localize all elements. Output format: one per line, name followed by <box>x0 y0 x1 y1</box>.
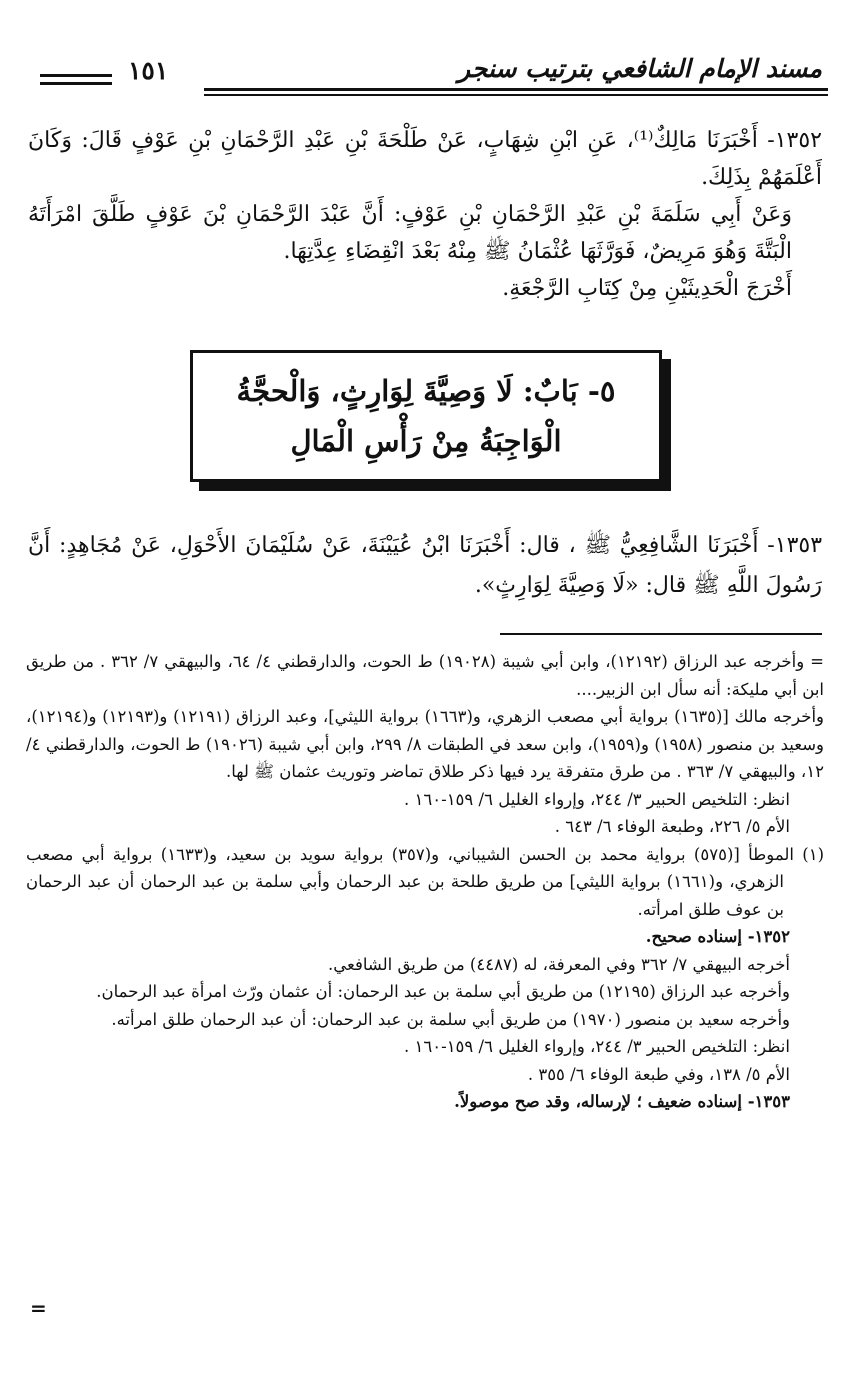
book-title: مسند الإمام الشافعي بترتيب سنجر <box>458 54 822 83</box>
hadith-1352-source: أَخْرَجَ الْحَدِيثَيْنِ مِنْ كِتَابِ الرَّجْعَةِ. <box>502 276 792 301</box>
chapter-heading-line-2: الْوَاجِبَةُ مِنْ رَأْسِ الْمَالِ <box>290 424 562 458</box>
footnote-see: انظر: التلخيص الحبير ٣/ ٢٤٤، وإرواء الغليل ٦/ ١٥٩-١٦٠ . <box>404 789 790 809</box>
page-header <box>20 52 828 92</box>
hadith-1352-text: ١٣٥٢- أَخْبَرَنَا مَالِكٌ⁽¹⁾، عَنِ ابْنِ شِهَابٍ، عَنْ طَلْحَةَ بْنِ عَبْدِ الرَّحْمَانِ بْنِ عَوْفٍ قَالَ: وَكَانَ أَعْلَمَهُمْ بِذَلِكَ. <box>28 128 822 190</box>
footnote-1352-abdulrazzaq: وأخرجه عبد الرزاق (١٢١٩٥) من طريق أبي سلمة بن عبد الرحمان: أن عثمان ورّث امرأة عبد الرحمان. <box>96 982 790 1001</box>
chapter-heading-box <box>190 350 662 482</box>
hadith-1352-second-chain: وَعَنْ أَبِي سَلَمَةَ بْنِ عَبْدِ الرَّحْمَانِ بْنِ عَوْفٍ: أَنَّ عَبْدَ الرَّحْمَانِ بْنَ عَوْفٍ طَلَّقَ امْرَأَتَهُ الْبَتَّةَ وَهُوَ مَرِيضٌ، فَوَرَّثَهَا عُثْمَانُ ﷺ مِنْهُ بَعْدَ انْقِضَاءِ عِدَّتِهَا. <box>28 202 792 264</box>
footnote-1352-grade: ١٣٥٢- إسناده صحيح. <box>645 927 790 946</box>
footnote-1352-umm: الأم ٥/ ١٣٨، وفي طبعة الوفاء ٦/ ٣٥٥ . <box>527 1064 790 1084</box>
continuation-mark: = <box>30 1296 47 1320</box>
footnotes <box>26 648 824 1116</box>
header-rule-short <box>40 74 112 77</box>
footnote-1352-saeed: وأخرجه سعيد بن منصور (١٩٧٠) من طريق أبي سلمة بن عبد الرحمان: أن عبد الرحمان طلق امرأته. <box>111 1009 790 1029</box>
hadith-1353 <box>28 526 822 606</box>
footnote-malik: وأخرجه مالك [(١٦٣٥) برواية أبي مصعب الزهري، و(١٦٦٣) برواية الليثي]، وعبد الرزاق (١٢١٩١) و(١٢١٩٣) و(١٢١٩٤)، وسعيد بن منصور (١٩٥٨) و(١٩٥٩)، وابن سعد في الطبقات ٨/ ٢٩٩، وابن أبي شيبة (١٩٠٢٦) ط الحوت، والدارقطني ٤/ ١٢، والبيهقي ٧/ ٣٦٣ . من طرق متفرقة يرد فيها ذكر طلاق تماضر وتوريث عثمان ﷺ لها. <box>26 707 824 781</box>
header-rule-short-2 <box>40 82 112 85</box>
footnote-continuation: = وأخرجه عبد الرزاق (١٢١٩٢)، وابن أبي شيبة (١٩٠٢٨) ط الحوت، والدارقطني ٤/ ٦٤، والبيهقي ٧/ ٣٦٢ . من طريق ابن أبي مليكة: أنه سأل ابن الزبير.... <box>26 652 825 699</box>
footnote-1: (١) الموطأ [(٥٧٥) برواية محمد بن الحسن الشيباني، و(٣٥٧) برواية سويد بن سعيد، و(١٦٣٣) برواية أبي مصعب الزهري، و(١٦٦١) برواية الليثي] من طريق طلحة بن عبد الرحمان وأبي سلمة بن عبد الرحمان أن عبد الرحمان بن عوف طلق امرأته. <box>26 844 824 919</box>
footnote-separator <box>500 633 822 635</box>
footnote-1353-grade: ١٣٥٣- إسناده ضعيف ؛ لإرساله، وقد صح موصولاً. <box>454 1092 790 1111</box>
page-number: ١٥١ <box>128 56 169 85</box>
footnote-umm: الأم ٥/ ٢٢٦، وطبعة الوفاء ٦/ ٦٤٣ . <box>554 817 790 836</box>
hadith-1352 <box>28 122 822 307</box>
header-rule-long <box>204 88 828 91</box>
footnote-1352-see: انظر: التلخيص الحبير ٣/ ٢٤٤، وإرواء الغليل ٦/ ١٥٩-١٦٠ . <box>404 1037 790 1056</box>
header-rule-long-2 <box>204 94 828 96</box>
hadith-1353-text: ١٣٥٣- أَخْبَرَنَا الشَّافِعِيُّ ﷺ ، قال: أَخْبَرَنَا ابْنُ عُيَيْنَةَ، عَنْ سُلَيْمَانَ الأَحْوَلِ، عَنْ مُجَاهِدٍ: أَنَّ رَسُولَ اللَّهِ ﷺ قال: «لَا وَصِيَّةَ لِوَارِثٍ». <box>28 533 823 598</box>
footnote-1352-bayhaqi: أخرجه البيهقي ٧/ ٣٦٢ وفي المعرفة، له (٤٤٨٧) من طريق الشافعي. <box>328 954 790 974</box>
chapter-heading-line-1: ٥- بَابٌ: لَا وَصِيَّةَ لِوَارِثٍ، وَالْحجَّةُ <box>236 374 616 408</box>
